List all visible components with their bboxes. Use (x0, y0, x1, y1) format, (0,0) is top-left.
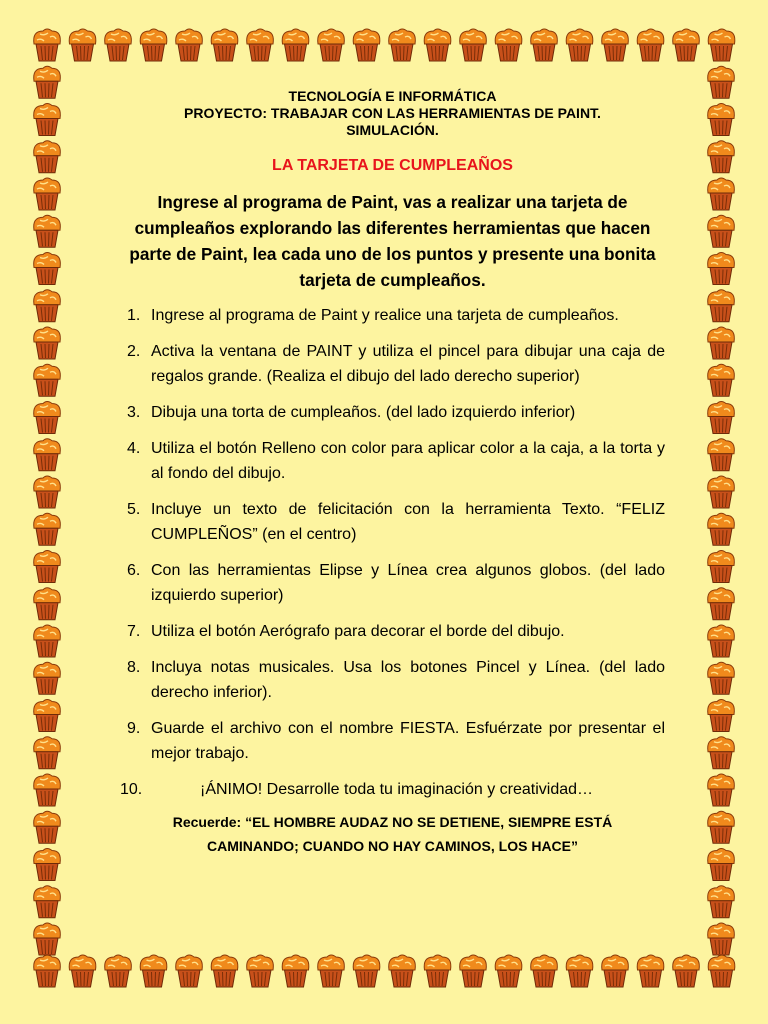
muffin-icon (389, 29, 416, 61)
document-body (120, 88, 665, 855)
muffin-icon (318, 955, 345, 987)
muffin-icon (247, 955, 274, 987)
muffin-icon (708, 402, 735, 434)
muffin-icon (673, 29, 700, 61)
muffin-icon (34, 253, 61, 285)
muffin-icon (176, 955, 203, 987)
muffin-icon (140, 29, 167, 61)
muffin-icon (318, 29, 345, 61)
list-item-text: Utiliza el botón Aerógrafo para decorar el borde del dibujo. (151, 623, 565, 640)
list-item (120, 655, 665, 705)
muffin-icon (34, 290, 61, 322)
muffin-icon (708, 215, 735, 247)
muffin-icon (637, 29, 664, 61)
muffin-icon (708, 849, 735, 881)
muffin-icon (566, 955, 593, 987)
muffin-icon (34, 327, 61, 359)
muffin-icon (531, 29, 558, 61)
muffin-icon (708, 625, 735, 657)
list-item-number: 3. (127, 404, 141, 421)
list-item-text: Utiliza el botón Relleno con color para aplicar color a la caja, a la torta y al fondo del dibujo. (151, 440, 665, 482)
muffin-icon (708, 811, 735, 843)
subject-heading: TECNOLOGÍA E INFORMÁTICA (288, 88, 497, 104)
instructions-list (120, 303, 665, 802)
muffin-icon (34, 513, 61, 545)
list-item-number: 4. (127, 440, 141, 457)
muffin-icon (708, 513, 735, 545)
muffin-icon (602, 955, 629, 987)
muffin-icon (708, 551, 735, 583)
list-item-number: 7. (127, 623, 141, 640)
muffin-icon (34, 476, 61, 508)
list-item (120, 777, 665, 802)
muffin-icon (495, 955, 522, 987)
muffin-icon (34, 178, 61, 210)
list-item-number: 2. (127, 343, 141, 360)
muffin-icon (424, 29, 451, 61)
list-item (120, 558, 665, 608)
muffin-icon (708, 327, 735, 359)
muffin-icon (708, 290, 735, 322)
muffin-icon (247, 29, 274, 61)
muffin-icon (531, 955, 558, 987)
muffin-icon (69, 29, 96, 61)
muffin-icon (637, 955, 664, 987)
muffin-icon (566, 29, 593, 61)
list-item-number: 9. (127, 720, 141, 737)
list-item (120, 303, 665, 328)
list-item (120, 716, 665, 766)
muffin-icon (708, 737, 735, 769)
list-item-number: 8. (127, 659, 141, 676)
muffin-icon (34, 886, 61, 918)
muffin-icon (34, 29, 61, 61)
muffin-icon (708, 439, 735, 471)
muffin-icon (708, 178, 735, 210)
muffin-icon (460, 29, 487, 61)
muffin-icon (282, 955, 309, 987)
muffin-icon (34, 811, 61, 843)
list-item-text: ¡ÁNIMO! Desarrolle toda tu imaginación y creatividad… (200, 781, 594, 798)
muffin-icon (424, 955, 451, 987)
muffin-icon (105, 955, 132, 987)
quote-line: Recuerde: “EL HOMBRE AUDAZ NO SE DETIENE, SIEMPRE ESTÁ (172, 814, 613, 830)
intro-paragraph: Ingrese al programa de Paint, vas a realizar una tarjeta de cumpleaños explorando las diferentes herramientas que hacen parte de Paint, lea cada uno de los puntos y presente una bonita tarjeta de cumpleaños. (129, 192, 656, 290)
muffin-icon (176, 29, 203, 61)
muffin-icon (708, 476, 735, 508)
list-item (120, 497, 665, 547)
muffin-icon (34, 625, 61, 657)
muffin-icon (708, 588, 735, 620)
muffin-icon (602, 29, 629, 61)
muffin-icon (34, 66, 61, 98)
list-item-text: Dibuja una torta de cumpleaños. (del lado izquierdo inferior) (151, 404, 576, 421)
muffin-icon (389, 955, 416, 987)
muffin-icon (34, 737, 61, 769)
muffin-icon (495, 29, 522, 61)
muffin-icon (34, 439, 61, 471)
list-item-text: Activa la ventana de PAINT y utiliza el pincel para dibujar una caja de regalos grande. (Realiza el dibujo del lado derecho superior) (151, 343, 665, 385)
muffin-icon (708, 253, 735, 285)
muffin-icon (211, 29, 238, 61)
muffin-icon (34, 955, 61, 987)
muffin-icon (34, 662, 61, 694)
list-item-number: 6. (127, 562, 141, 579)
muffin-icon (708, 700, 735, 732)
simulation-heading: SIMULACIÓN. (346, 122, 439, 138)
muffin-icon (34, 774, 61, 806)
list-item (120, 400, 665, 425)
list-item (120, 339, 665, 389)
muffin-icon (34, 215, 61, 247)
muffin-icon (708, 886, 735, 918)
list-item-text: Incluye un texto de felicitación con la herramienta Texto. “FELIZ CUMPLEÑOS” (en el centro) (151, 501, 665, 543)
list-item-text: Ingrese al programa de Paint y realice una tarjeta de cumpleaños. (151, 307, 619, 324)
list-item-text: Incluya notas musicales. Usa los botones Pincel y Línea. (del lado derecho inferior). (151, 659, 665, 701)
project-heading: PROYECTO: TRABAJAR CON LAS HERRAMIENTAS DE PAINT. (184, 105, 601, 121)
muffin-icon (105, 29, 132, 61)
muffin-icon (708, 955, 735, 987)
muffin-icon (673, 955, 700, 987)
card-title: LA TARJETA DE CUMPLEAÑOS (272, 157, 513, 174)
muffin-icon (708, 364, 735, 396)
list-item (120, 619, 665, 644)
muffin-icon (34, 104, 61, 136)
muffin-icon (708, 141, 735, 173)
muffin-icon (708, 66, 735, 98)
muffin-icon (708, 774, 735, 806)
list-item-number: 1. (127, 307, 141, 324)
muffin-icon (353, 955, 380, 987)
list-item-text: Guarde el archivo con el nombre FIESTA. Esfuérzate por presentar el mejor trabajo. (151, 720, 665, 762)
muffin-icon (34, 923, 61, 955)
muffin-icon (708, 662, 735, 694)
muffin-icon (140, 955, 167, 987)
muffin-icon (34, 551, 61, 583)
muffin-icon (34, 364, 61, 396)
list-item (120, 436, 665, 486)
muffin-icon (34, 849, 61, 881)
muffin-icon (211, 955, 238, 987)
muffin-icon (460, 955, 487, 987)
muffin-icon (69, 955, 96, 987)
muffin-icon (708, 923, 735, 955)
muffin-icon (353, 29, 380, 61)
muffin-icon (34, 588, 61, 620)
muffin-icon (708, 29, 735, 61)
quote-line: CAMINANDO; CUANDO NO HAY CAMINOS, LOS HACE” (206, 838, 578, 854)
muffin-icon (282, 29, 309, 61)
muffin-icon (34, 141, 61, 173)
muffin-icon (708, 104, 735, 136)
list-item-number: 10. (120, 781, 143, 798)
list-item-number: 5. (127, 501, 141, 518)
list-item-text: Con las herramientas Elipse y Línea crea algunos globos. (del lado izquierdo superior) (151, 562, 665, 604)
muffin-icon (34, 700, 61, 732)
muffin-icon (34, 402, 61, 434)
